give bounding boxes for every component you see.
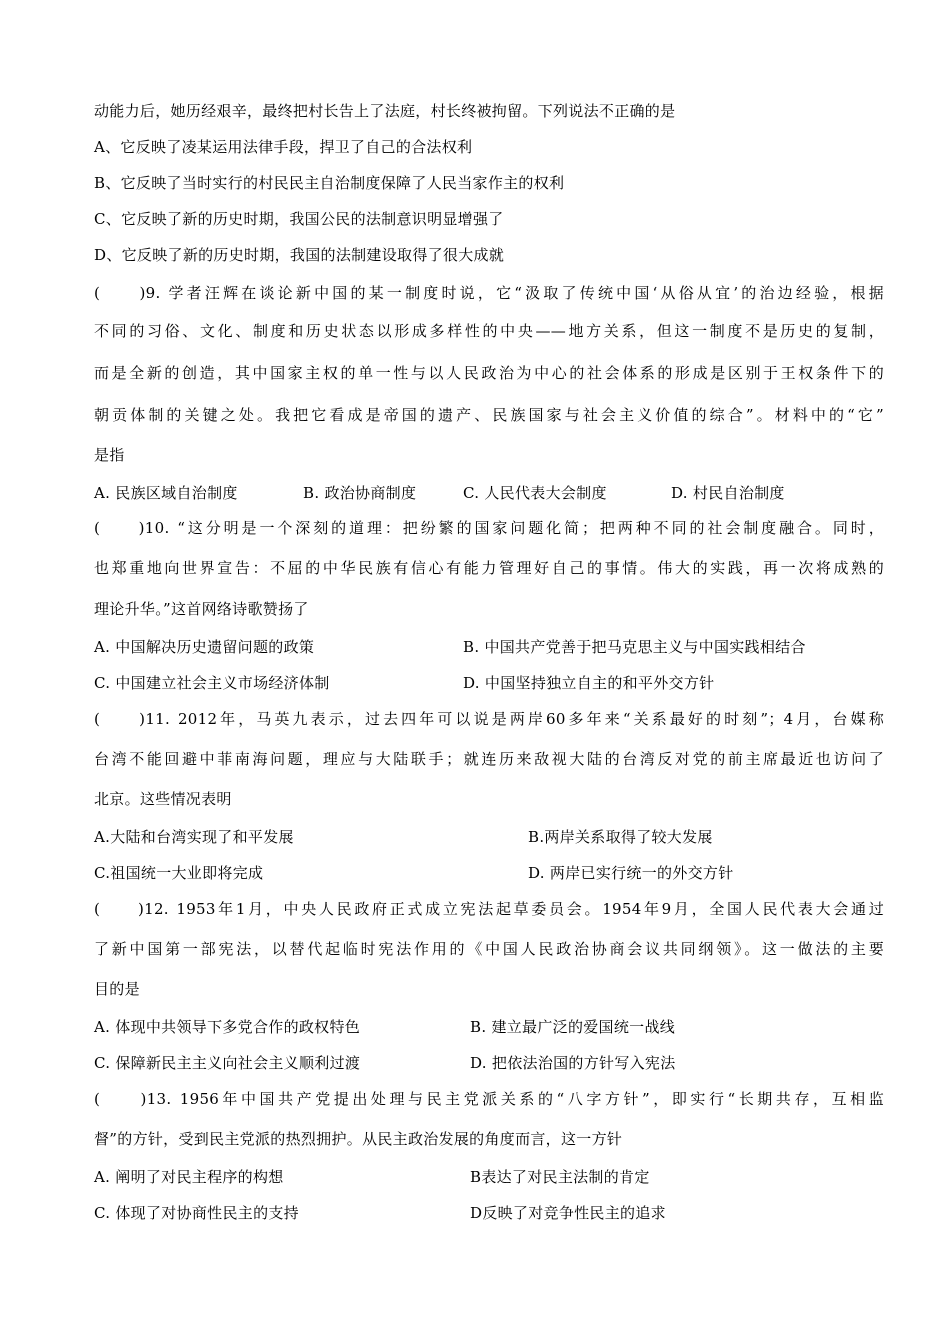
- q8-option-d: D、它反映了新的历史时期，我国的法制建设取得了很大成就: [94, 246, 505, 264]
- q9-option-c: C. 人民代表大会制度: [463, 484, 607, 502]
- q13-option-c: C. 体现了对协商性民主的支持: [94, 1204, 299, 1222]
- q9-line-4: 朝贡体制的关键之处。我把它看成是帝国的遗产、民族国家与社会主义价值的综合”。材料中的“它”: [94, 406, 884, 424]
- q9-line-2: 不同的习俗、文化、制度和历史状态以形成多样性的中央——地方关系，但这一制度不是历史的复制，: [94, 322, 884, 340]
- q10-line-3: 理论升华。”这首网络诗歌赞扬了: [94, 600, 309, 618]
- q9-line-5: 是指: [94, 446, 125, 464]
- q8-option-a: A、它反映了凌某运用法律手段，捍卫了自己的合法权利: [94, 138, 473, 156]
- q13-option-b: B表达了对民主法制的肯定: [470, 1168, 650, 1186]
- q8-option-b: B、它反映了当时实行的村民民主自治制度保障了人民当家作主的权利: [94, 174, 565, 192]
- q13-line-1: ( )13. 1956年中国共产党提出处理与民主党派关系的“八字方针”，即实行“长期共存，互相监: [94, 1090, 884, 1108]
- q12-option-c: C. 保障新民主主义向社会主义顺利过渡: [94, 1054, 361, 1072]
- q10-option-b: B. 中国共产党善于把马克思主义与中国实践相结合: [463, 638, 806, 656]
- q9-option-a: A. 民族区域自治制度: [94, 484, 238, 502]
- q11-option-b: B.两岸关系取得了较大发展: [528, 828, 713, 846]
- q10-option-d: D. 中国坚持独立自主的和平外交方针: [463, 674, 715, 692]
- q8-option-c: C、它反映了新的历史时期，我国公民的法制意识明显增强了: [94, 210, 504, 228]
- q11-option-a: A.大陆和台湾实现了和平发展: [94, 828, 294, 846]
- q8-stem-end: 动能力后，她历经艰辛，最终把村长告上了法庭，村长终被拘留。下列说法不正确的是: [94, 102, 676, 120]
- q12-option-a: A. 体现中共领导下多党合作的政权特色: [94, 1018, 361, 1036]
- q13-option-a: A. 阐明了对民主程序的构想: [94, 1168, 284, 1186]
- q10-line-2: 也郑重地向世界宣告：不屈的中华民族有信心有能力管理好自己的事情。伟大的实践，再一次将成熟的: [94, 559, 884, 577]
- q11-option-c: C.祖国统一大业即将完成: [94, 864, 264, 882]
- q10-option-c: C. 中国建立社会主义市场经济体制: [94, 674, 330, 692]
- q11-line-2: 台湾不能回避中菲南海问题，理应与大陆联手；就连历来敌视大陆的台湾反对党的前主席最近也访问了: [94, 750, 884, 768]
- q10-line-1: ( )10. “这分明是一个深刻的道理：把纷繁的国家问题化简；把两种不同的社会制度融合。同时，: [94, 519, 884, 537]
- q11-line-3: 北京。这些情况表明: [94, 790, 232, 808]
- q10-option-a: A. 中国解决历史遗留问题的政策: [94, 638, 315, 656]
- q12-line-3: 目的是: [94, 980, 140, 998]
- q9-option-b: B. 政治协商制度: [303, 484, 417, 502]
- q9-option-d: D. 村民自治制度: [671, 484, 785, 502]
- q9-line-3: 而是全新的创造，其中国家主权的单一性与以人民政治为中心的社会体系的形成是区别于王权条件下的: [94, 364, 884, 382]
- q9-line-1: ( )9. 学者汪辉在谈论新中国的某一制度时说，它“汲取了传统中国‘从俗从宜’的治边经验，根据: [94, 284, 884, 302]
- q13-option-d: D反映了对竞争性民主的追求: [470, 1204, 666, 1222]
- q11-line-1: ( )11. 2012年，马英九表示，过去四年可以说是两岸60多年来“关系最好的时刻”；4月，台媒称: [94, 710, 884, 728]
- q12-line-2: 了新中国第一部宪法，以替代起临时宪法作用的《中国人民政治协商会议共同纲领》。这一做法的主要: [94, 940, 884, 958]
- q12-option-d: D. 把依法治国的方针写入宪法: [470, 1054, 676, 1072]
- q11-option-d: D. 两岸已实行统一的外交方针: [528, 864, 734, 882]
- q13-line-2: 督”的方针，受到民主党派的热烈拥护。从民主政治发展的角度而言，这一方针: [94, 1130, 623, 1148]
- q12-line-1: ( )12. 1953年1月，中央人民政府正式成立宪法起草委员会。1954年9月，全国人民代表大会通过: [94, 900, 884, 918]
- q12-option-b: B. 建立最广泛的爱国统一战线: [470, 1018, 676, 1036]
